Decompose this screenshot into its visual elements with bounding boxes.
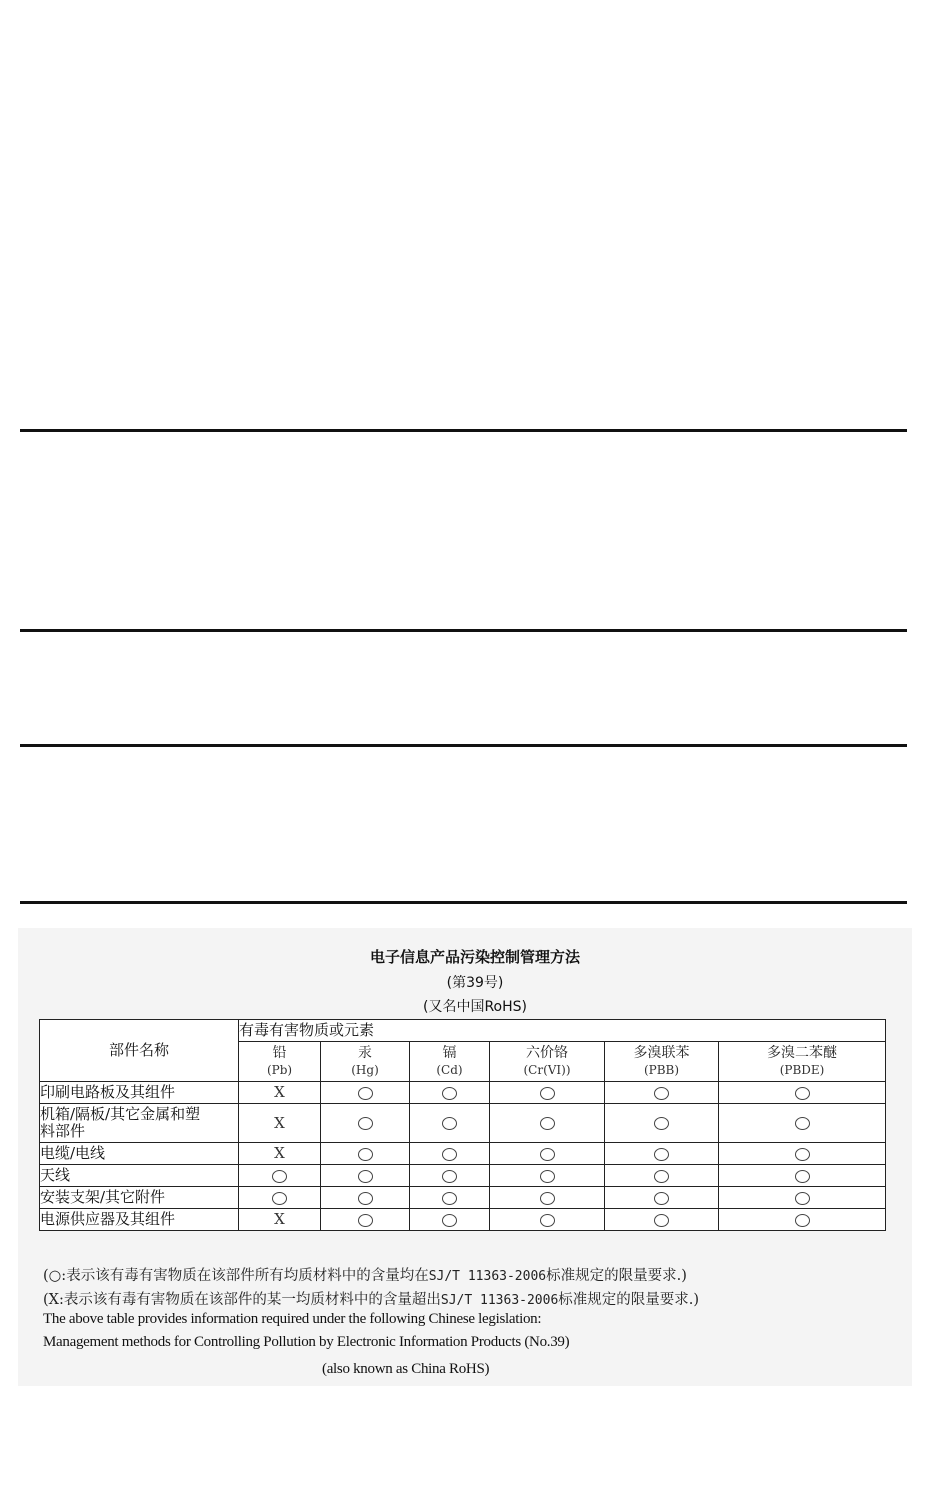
compliant-circle-icon <box>654 1087 669 1100</box>
substance-mark-cell <box>490 1082 605 1104</box>
substance-symbol: (Cr(VI)) <box>523 1062 571 1077</box>
table-row <box>40 1143 886 1165</box>
compliant-circle-icon <box>654 1148 669 1161</box>
substance-mark-cell <box>239 1165 321 1187</box>
note-x <box>43 1288 699 1309</box>
substance-mark-cell <box>605 1165 719 1187</box>
substance-mark-cell <box>490 1209 605 1231</box>
divider-rule-1 <box>20 429 907 432</box>
note-x-standard: SJ/T 11363-2006 <box>440 1293 559 1308</box>
substance-mark-cell <box>321 1209 410 1231</box>
substance-name: 六价铬 <box>526 1044 568 1061</box>
english-line-2: Management methods for Controlling Pollution by Electronic Information Products (No.39) <box>43 1334 570 1350</box>
substance-mark-cell <box>239 1187 321 1209</box>
substance-mark-cell <box>719 1187 886 1209</box>
compliant-circle-icon <box>358 1087 373 1100</box>
substance-mark-cell <box>410 1165 490 1187</box>
note-x-prefix: (X:表示该有毒有害物质在该部件的某一均质材料中的含量超出 <box>43 1292 441 1308</box>
substance-mark-cell <box>321 1187 410 1209</box>
substance-symbol: (Hg) <box>351 1062 379 1077</box>
substance-mark-cell <box>321 1082 410 1104</box>
part-name-cell: 电源供应器及其组件 <box>40 1209 239 1231</box>
compliant-circle-icon <box>540 1214 555 1227</box>
compliant-circle-icon <box>442 1148 457 1161</box>
substance-mark-cell <box>719 1104 886 1143</box>
substance-mark-cell <box>239 1082 321 1104</box>
compliant-circle-icon <box>540 1087 555 1100</box>
substance-mark-cell <box>239 1143 321 1165</box>
part-name-header: 部件名称 <box>40 1020 239 1082</box>
compliant-circle-icon <box>540 1148 555 1161</box>
part-name-cell: 电缆/电线 <box>40 1143 239 1165</box>
compliant-circle-icon <box>358 1214 373 1227</box>
compliant-circle-icon <box>540 1117 555 1130</box>
substance-name: 铅 <box>272 1044 287 1061</box>
substance-mark-cell <box>719 1143 886 1165</box>
compliant-circle-icon <box>795 1192 810 1205</box>
part-name-cell: 印刷电路板及其组件 <box>40 1082 239 1104</box>
substance-name: 镉 <box>442 1044 457 1061</box>
exceeds-x-mark: X <box>274 1144 285 1162</box>
rohs-table <box>39 1019 886 1231</box>
substance-name: 多溴二苯醚 <box>767 1044 838 1061</box>
substance-name: 多溴联苯 <box>633 1044 690 1061</box>
substance-mark-cell <box>719 1082 886 1104</box>
substance-header <box>490 1042 605 1082</box>
substance-mark-cell <box>410 1143 490 1165</box>
note-circle-prefix: (○:表示该有毒有害物质在该部件所有均质材料中的含量均在 <box>43 1268 429 1284</box>
compliant-circle-icon <box>358 1170 373 1183</box>
compliant-circle-icon <box>442 1214 457 1227</box>
substance-mark-cell <box>605 1187 719 1209</box>
compliant-circle-icon <box>795 1117 810 1130</box>
substance-name: 汞 <box>358 1044 372 1061</box>
substance-mark-cell <box>321 1165 410 1187</box>
substance-mark-cell <box>605 1143 719 1165</box>
substance-mark-cell <box>321 1104 410 1143</box>
substance-mark-cell <box>490 1165 605 1187</box>
substance-mark-cell <box>239 1209 321 1231</box>
substance-symbol: (PBB) <box>643 1062 680 1077</box>
compliant-circle-icon <box>654 1170 669 1183</box>
table-row <box>40 1165 886 1187</box>
rohs-number: (第39号) <box>446 975 504 991</box>
compliant-circle-icon <box>654 1117 669 1130</box>
compliant-circle-icon <box>654 1192 669 1205</box>
substance-symbol: (Pb) <box>266 1062 293 1077</box>
rohs-title: 电子信息产品污染控制管理方法 <box>369 948 580 966</box>
compliant-circle-icon <box>442 1117 457 1130</box>
substance-mark-cell <box>410 1082 490 1104</box>
table-row <box>40 1187 886 1209</box>
divider-rule-3 <box>20 744 907 747</box>
rohs-alias: (又名中国RoHS) <box>422 999 527 1015</box>
substance-header <box>605 1042 719 1082</box>
compliant-circle-icon <box>795 1214 810 1227</box>
part-name-cell: 机箱/隔板/其它金属和塑料部件 <box>40 1104 239 1143</box>
divider-rule-4 <box>20 901 907 904</box>
substance-header <box>321 1042 410 1082</box>
substance-mark-cell <box>490 1187 605 1209</box>
compliant-circle-icon <box>540 1192 555 1205</box>
substance-mark-cell <box>605 1082 719 1104</box>
substance-symbol: (PBDE) <box>779 1062 825 1077</box>
substance-mark-cell <box>605 1209 719 1231</box>
substance-mark-cell <box>410 1104 490 1143</box>
compliant-circle-icon <box>795 1170 810 1183</box>
compliant-circle-icon <box>358 1148 373 1161</box>
substance-mark-cell <box>410 1209 490 1231</box>
note-circle-suffix: 标准规定的限量要求.) <box>546 1268 687 1284</box>
substance-header <box>410 1042 490 1082</box>
table-row <box>40 1082 886 1104</box>
substance-header <box>239 1042 321 1082</box>
substance-mark-cell <box>410 1187 490 1209</box>
english-line-3: (also known as China RoHS) <box>322 1361 490 1377</box>
substance-mark-cell <box>490 1104 605 1143</box>
substance-symbol: (Cd) <box>436 1062 463 1077</box>
compliant-circle-icon <box>654 1214 669 1227</box>
compliant-circle-icon <box>358 1117 373 1130</box>
part-name-cell: 天线 <box>40 1165 239 1187</box>
exceeds-x-mark: X <box>274 1113 285 1132</box>
substance-mark-cell <box>605 1104 719 1143</box>
table-row <box>40 1104 886 1143</box>
note-x-suffix: 标准规定的限量要求.) <box>558 1292 700 1308</box>
substance-mark-cell <box>321 1143 410 1165</box>
english-line-1: The above table provides information required under the following Chinese legislation: <box>43 1311 542 1327</box>
hazardous-substances-header: 有毒有害物质或元素 <box>239 1020 886 1042</box>
compliant-circle-icon <box>358 1192 373 1205</box>
exceeds-x-mark: X <box>274 1083 285 1101</box>
part-name-cell: 安装支架/其它附件 <box>40 1187 239 1209</box>
note-circle <box>43 1264 687 1285</box>
table-row <box>40 1209 886 1231</box>
substance-header <box>719 1042 886 1082</box>
compliant-circle-icon <box>540 1170 555 1183</box>
exceeds-x-mark: X <box>274 1210 285 1228</box>
compliant-circle-icon <box>272 1170 287 1183</box>
divider-rule-2 <box>20 629 907 632</box>
compliant-circle-icon <box>795 1087 810 1100</box>
compliant-circle-icon <box>442 1087 457 1100</box>
compliant-circle-icon <box>795 1148 810 1161</box>
substance-mark-cell <box>239 1104 321 1143</box>
substance-mark-cell <box>490 1143 605 1165</box>
substance-mark-cell <box>719 1165 886 1187</box>
compliant-circle-icon <box>272 1192 287 1205</box>
compliant-circle-icon <box>442 1192 457 1205</box>
compliant-circle-icon <box>442 1170 457 1183</box>
substance-mark-cell <box>719 1209 886 1231</box>
note-circle-standard: SJ/T 11363-2006 <box>428 1269 547 1284</box>
